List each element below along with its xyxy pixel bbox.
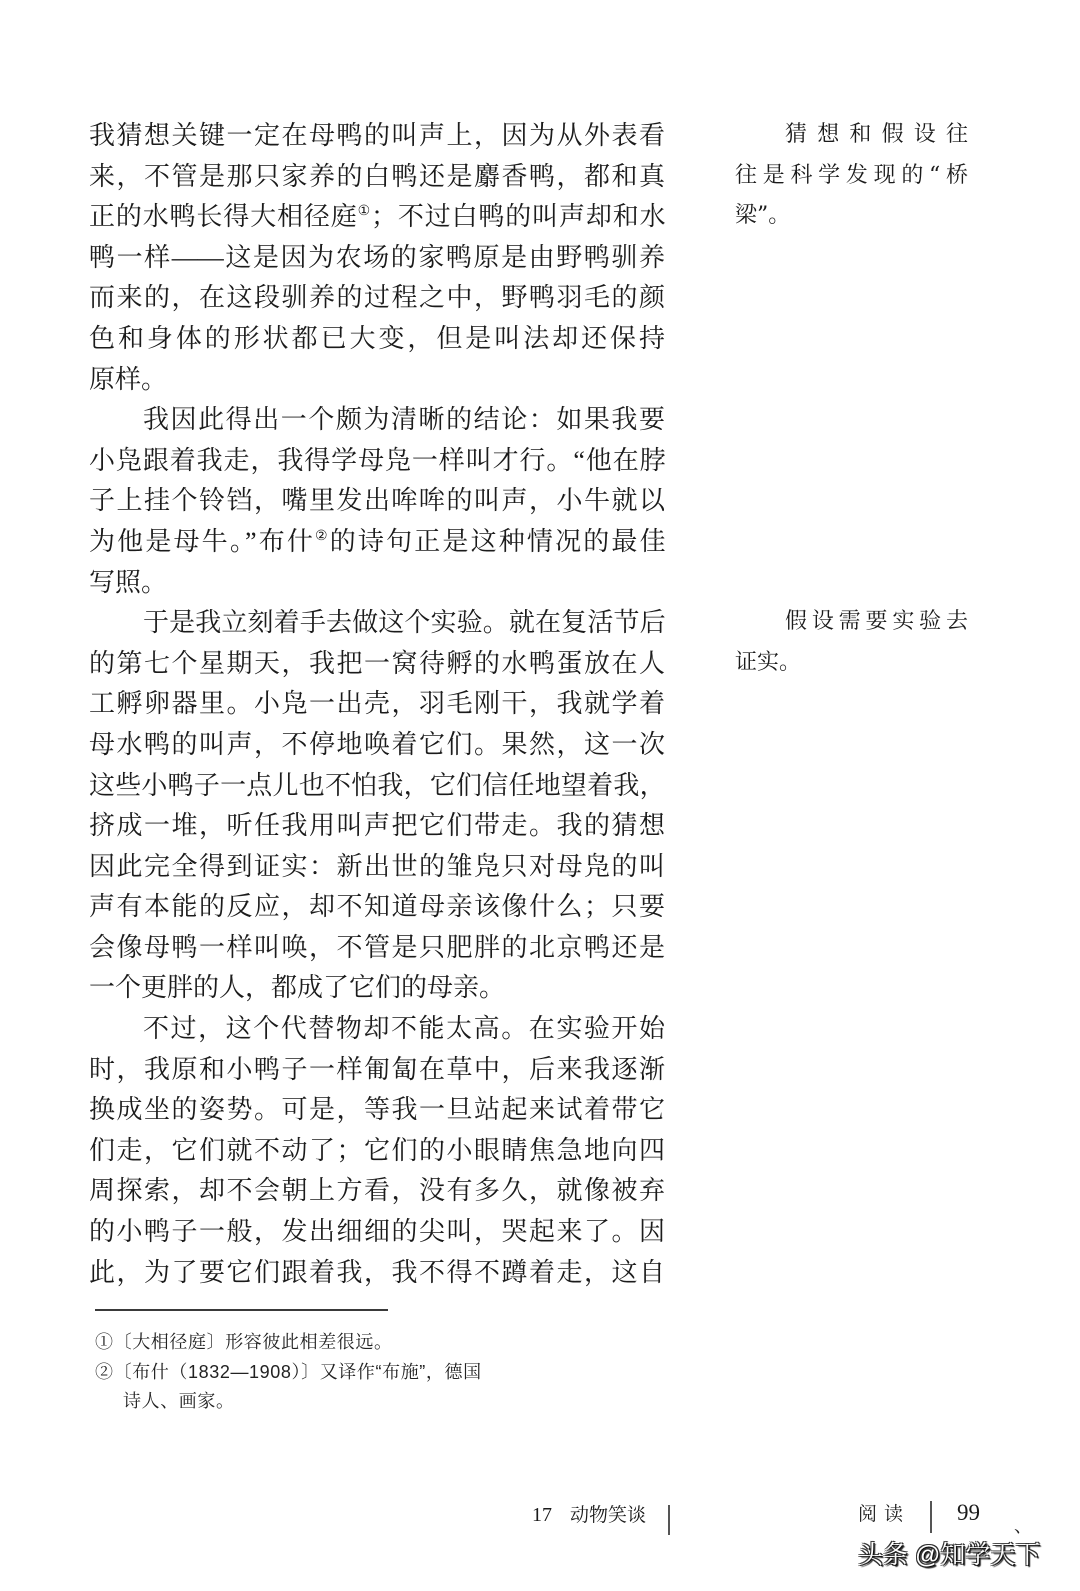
body-line: 换成坐的姿势。可是，等我一旦站起来试着带它 [89,1095,665,1125]
body-line: 鸭一样——这是因为农场的家鸭原是由野鸭驯养 [89,242,665,272]
body-line-text: ；不过白鸭的叫声却和水 [371,202,665,232]
body-line: 挤成一堆，听任我用叫声把它们带走。我的猜想 [89,811,665,841]
margin-note-line: 猜想和假设往 [785,122,968,147]
margin-note-line: 往是科学发现的“桥 [735,162,968,188]
footnote-1 [95,1328,555,1358]
body-line: 母水鸭的叫声，不停地唤着它们。果然，这一次 [89,729,665,759]
lesson-title: 动物笑谈 [570,1505,647,1526]
footnote-2 [95,1358,555,1388]
page-number: 99 [957,1500,980,1525]
body-line: 写照。 [89,567,168,597]
body-line: 这些小鸭子一点儿也不怕我，它们信任地望着我， [89,770,665,800]
body-line: 时，我原和小鸭子一样匍匐在草中，后来我逐渐 [89,1054,665,1084]
watermark: 头条 @知学天下 [858,1541,1041,1569]
body-line: 声有本能的反应，却不知道母亲该像什么；只要 [89,892,665,922]
body-line: 会像母鸭一样叫唤，不管是只肥胖的北京鸭还是 [89,932,665,962]
margin-note-line: 证实。 [735,649,802,675]
body-line: 一个更胖的人，都成了它们的母亲。 [89,973,506,1003]
section-name: 阅读 [858,1503,911,1525]
paragraph [89,603,665,1009]
footnote-text: 〔布什（1832—1908）〕又译作“布施”，德国 [113,1361,482,1382]
body-line: 此，为了要它们跟着我，我不得不蹲着走，这自 [89,1257,665,1287]
body-line: 我猜想关键一定在母鸭的叫声上，因为从外表看 [89,121,665,150]
footnote-divider [95,1309,388,1311]
body-line: 的第七个星期天，我把一窝待孵的水鸭蛋放在人 [89,648,665,678]
body-line-text: 的诗句正是这种情况的最佳 [329,526,665,556]
body-line-text: 正的水鸭长得大相径庭 [89,202,358,232]
footnote-marker: ① [95,1332,114,1352]
footnote-marker: ② [95,1361,114,1382]
body-line: 来，不管是那只家养的白鸭还是麝香鸭，都和真 [89,161,665,191]
footer-divider [930,1501,932,1533]
footnote-ref-1: ① [357,202,372,219]
footer-divider [668,1505,670,1535]
margin-note [735,602,968,683]
body-line: 子上挂个铃铛，嘴里发出哞哞的叫声，小牛就以 [89,486,665,516]
body-line-text: 为他是母牛。”布什 [89,526,316,556]
watermark-mark: 、 [1014,1516,1032,1536]
body-line: 原样。 [89,364,168,394]
body-line [89,197,665,238]
footnote-text: 〔大相径庭〕形容彼此相差很远。 [113,1332,393,1352]
body-text [89,116,665,1293]
footnotes [95,1328,555,1417]
body-line: 于是我立刻着手去做这个实验。就在复活节后 [143,608,665,638]
footnote-ref-2: ② [315,526,330,543]
body-line [89,522,665,563]
paragraph [89,1009,665,1293]
body-line: 色和身体的形状都已大变，但是叫法却还保持 [89,323,665,353]
body-line: 不过，这个代替物却不能太高。在实验开始 [143,1014,665,1044]
body-line: 而来的，在这段驯养的过程之中，野鸭羽毛的颜 [89,283,665,313]
footnote-2-continued: 诗人、画家。 [123,1391,235,1411]
body-line: 周探索，却不会朝上方看，没有多久，就像被弃 [89,1176,665,1206]
lesson-number: 17 [532,1504,552,1526]
margin-note [735,115,968,237]
body-line: 们走，它们就不动了；它们的小眼睛焦急地向四 [89,1135,665,1165]
body-line: 因此完全得到证实：新出世的雏凫只对母凫的叫 [89,851,665,881]
body-line: 工孵卵器里。小凫一出壳，羽毛刚干，我就学着 [89,689,665,719]
body-line: 小凫跟着我走，我得学母凫一样叫才行。“他在脖 [89,445,665,475]
body-line: 我因此得出一个颇为清晰的结论：如果我要 [143,405,665,435]
paragraph [89,116,665,400]
margin-note-line: 梁”。 [735,203,791,229]
paragraph [89,400,665,603]
body-line: 的小鸭子一般，发出细细的尖叫，哭起来了。因 [89,1217,665,1247]
margin-note-line: 假设需要实验去 [785,609,968,634]
